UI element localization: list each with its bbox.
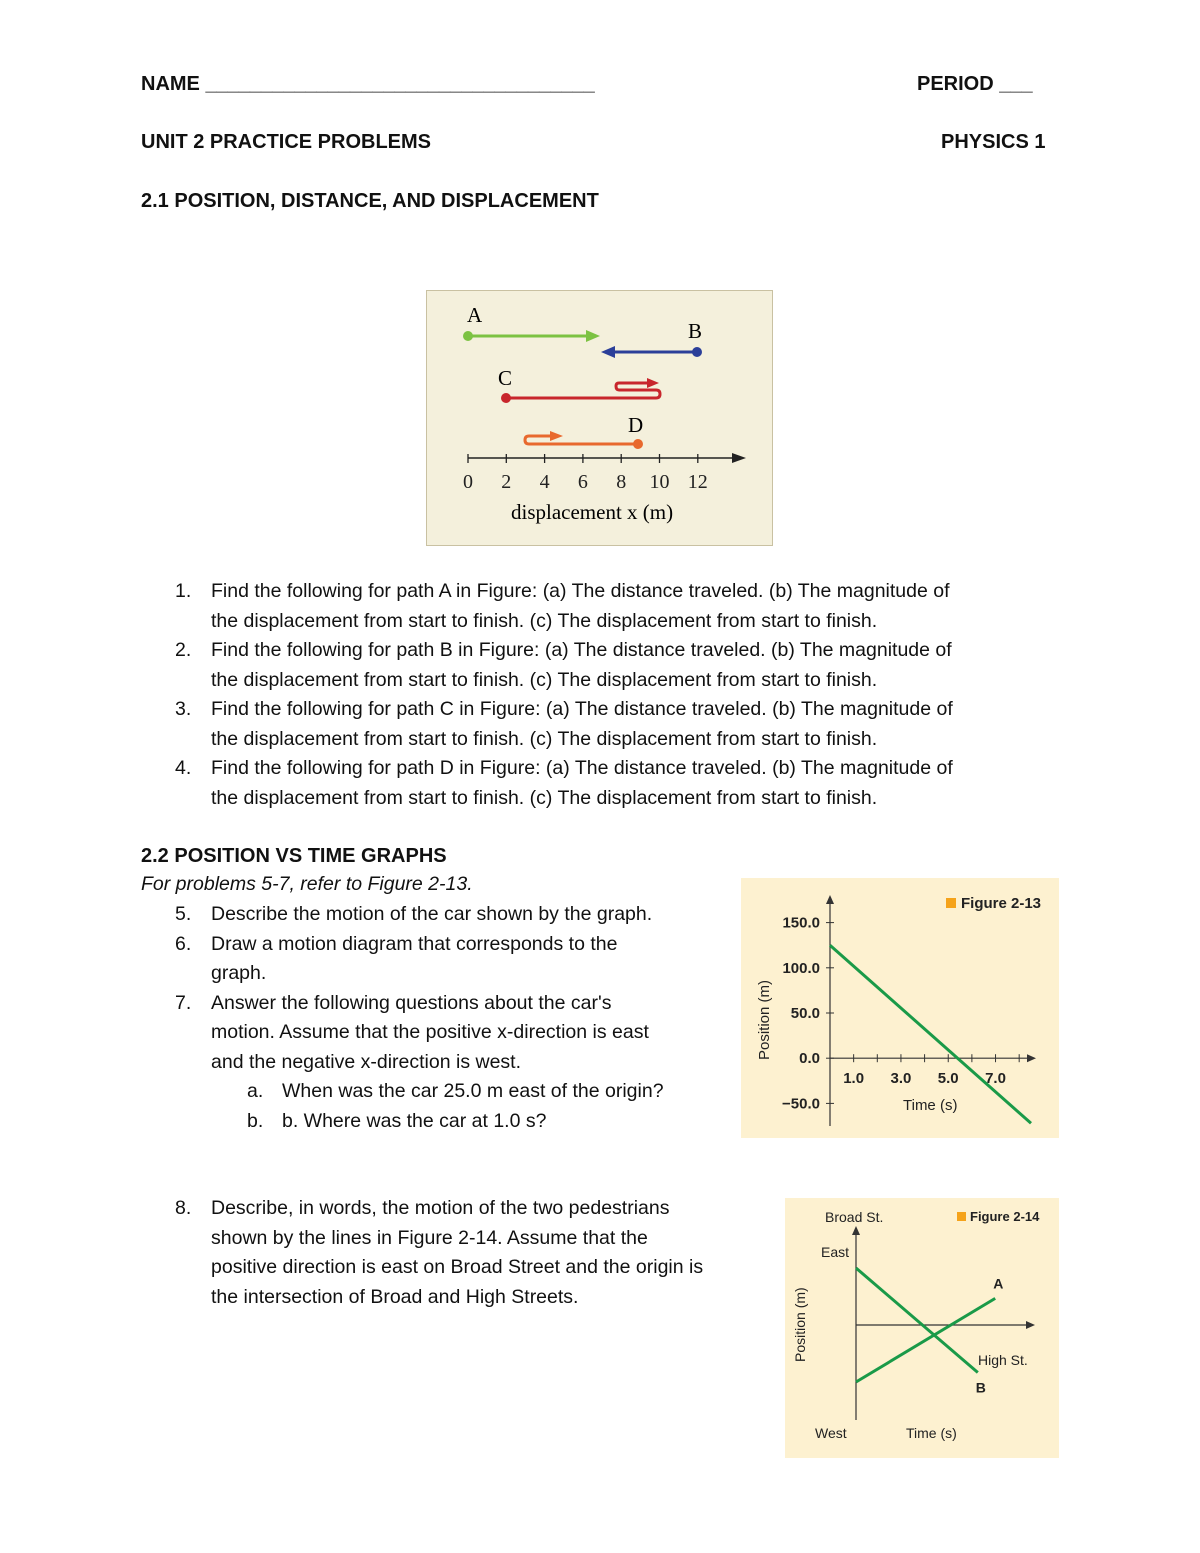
section-2-1-title: 2.1 POSITION, DISTANCE, AND DISPLACEMENT bbox=[141, 190, 599, 212]
question-number: 2. bbox=[175, 639, 192, 661]
y-tick-label: 100.0 bbox=[782, 959, 820, 977]
x-tick-label: 12 bbox=[687, 471, 708, 493]
figure-2-14-ylabel: Position (m) bbox=[792, 1287, 808, 1362]
question-number: 7. bbox=[175, 991, 192, 1014]
high-st-label: High St. bbox=[978, 1352, 1028, 1368]
section-1-questions bbox=[141, 577, 1131, 813]
question-number: 1. bbox=[175, 580, 192, 602]
x-tick-label: 4 bbox=[539, 471, 550, 493]
question-line: the displacement from start to finish. (c) The displacement from start to finish. bbox=[211, 609, 878, 632]
name-field[interactable]: NAME ___________________________________ bbox=[141, 73, 595, 95]
figure-2-14-bg bbox=[785, 1198, 1059, 1458]
question-7a bbox=[141, 1077, 731, 1107]
question-line: positive direction is east on Broad Street and the origin is bbox=[211, 1256, 704, 1278]
figure-2-13-title: Figure 2-13 bbox=[961, 895, 1042, 912]
question-line: Draw a motion diagram that corresponds to the bbox=[211, 932, 618, 955]
question-line: motion. Assume that the positive x-direction is east bbox=[211, 1021, 649, 1043]
section-2-questions bbox=[141, 900, 731, 1136]
x-tick-label: 6 bbox=[577, 471, 588, 493]
question-line: the intersection of Broad and High Streets. bbox=[211, 1285, 579, 1308]
question-line: Find the following for path A in Figure: (a) The distance traveled. (b) The magnitude of bbox=[211, 580, 950, 602]
question-line: the displacement from start to finish. (c) The displacement from start to finish. bbox=[211, 786, 878, 809]
x-tick-label: 5.0 bbox=[937, 1070, 959, 1088]
figure-2-13-marker bbox=[946, 898, 956, 908]
unit-title: UNIT 2 PRACTICE PROBLEMS bbox=[141, 131, 432, 153]
question-7 bbox=[141, 989, 731, 1078]
question-line: Find the following for path C in Figure: (a) The distance traveled. (b) The magnitude of bbox=[211, 698, 953, 720]
x-tick-label: 0 bbox=[463, 471, 473, 493]
question-letter: a. bbox=[247, 1080, 264, 1102]
question-5 bbox=[141, 900, 731, 930]
x-tick-label: 3.0 bbox=[890, 1070, 912, 1088]
question-8 bbox=[141, 1194, 781, 1312]
x-tick-label: 1.0 bbox=[843, 1070, 865, 1088]
question-text: When was the car 25.0 m east of the origin? bbox=[282, 1080, 664, 1102]
question-number: 3. bbox=[175, 698, 192, 720]
period-field[interactable]: PERIOD ___ bbox=[917, 73, 1033, 95]
question-line: Find the following for path B in Figure: (a) The distance traveled. (b) The magnitude of bbox=[211, 639, 952, 661]
question-letter: b. bbox=[247, 1109, 264, 1132]
question-number: 4. bbox=[175, 757, 192, 779]
x-tick-label: 10 bbox=[649, 471, 670, 493]
broad-st-label: Broad St. bbox=[825, 1209, 884, 1225]
x-tick-label: 8 bbox=[616, 471, 627, 493]
figure-2-13-ylabel: Position (m) bbox=[756, 979, 773, 1060]
question-text: b. Where was the car at 1.0 s? bbox=[282, 1109, 547, 1132]
x-tick-label: 2 bbox=[501, 471, 512, 493]
question-number: 8. bbox=[175, 1197, 192, 1219]
question-line: Describe, in words, the motion of the two pedestrians bbox=[211, 1197, 670, 1219]
figure-2-14 bbox=[785, 1198, 1059, 1458]
figure-2-13-xlabel: Time (s) bbox=[903, 1097, 958, 1114]
question-3 bbox=[175, 695, 1131, 754]
path-c-start bbox=[501, 393, 511, 403]
pedestrian-a-label: A bbox=[993, 1275, 1004, 1292]
question-line: shown by the lines in Figure 2-14. Assume that the bbox=[211, 1226, 648, 1249]
question-line: Answer the following questions about the car's bbox=[211, 991, 612, 1014]
section-2-2-title: 2.2 POSITION VS TIME GRAPHS bbox=[141, 845, 447, 867]
section-2-2-intro: For problems 5-7, refer to Figure 2-13. bbox=[141, 873, 473, 895]
question-line: Find the following for path D in Figure: (a) The distance traveled. (b) The magnitude of bbox=[211, 757, 953, 779]
y-tick-label: 50.0 bbox=[790, 1005, 820, 1022]
figure-2-13 bbox=[741, 878, 1059, 1138]
east-label: East bbox=[821, 1244, 850, 1260]
y-tick-label: 150.0 bbox=[782, 914, 820, 932]
question-6 bbox=[141, 930, 731, 989]
x-tick-label: 7.0 bbox=[985, 1070, 1006, 1088]
y-tick-label: 0.0 bbox=[799, 1050, 820, 1068]
question-number: 6. bbox=[175, 932, 192, 955]
path-a-start bbox=[463, 331, 473, 341]
pedestrian-b-label: B bbox=[975, 1379, 986, 1396]
west-label: West bbox=[815, 1425, 847, 1441]
y-tick-label: −50.0 bbox=[782, 1095, 820, 1113]
path-b-start bbox=[692, 347, 702, 357]
course-title: PHYSICS 1 bbox=[941, 131, 1046, 153]
question-7b bbox=[141, 1107, 731, 1137]
question-line: and the negative x-direction is west. bbox=[211, 1050, 522, 1073]
path-c-label: C bbox=[498, 366, 513, 390]
figure-2-14-title: Figure 2-14 bbox=[970, 1209, 1040, 1224]
path-d-label: D bbox=[628, 413, 644, 437]
displacement-figure bbox=[426, 290, 773, 546]
path-b-label: B bbox=[688, 319, 703, 343]
question-number: 5. bbox=[175, 903, 192, 925]
path-d-start bbox=[633, 439, 643, 449]
question-1 bbox=[175, 577, 1131, 636]
question-text: Describe the motion of the car shown by the graph. bbox=[211, 903, 653, 925]
axis-label: displacement x (m) bbox=[511, 500, 674, 524]
question-8-block bbox=[141, 1194, 781, 1312]
figure-2-14-xlabel: Time (s) bbox=[906, 1425, 957, 1441]
question-4 bbox=[175, 754, 1131, 813]
question-line: the displacement from start to finish. (c) The displacement from start to finish. bbox=[211, 668, 878, 691]
figure-2-14-marker bbox=[957, 1212, 966, 1221]
question-line: graph. bbox=[211, 962, 267, 984]
question-line: the displacement from start to finish. (c) The displacement from start to finish. bbox=[211, 727, 878, 750]
question-2 bbox=[175, 636, 1131, 695]
path-a-label: A bbox=[467, 303, 483, 327]
